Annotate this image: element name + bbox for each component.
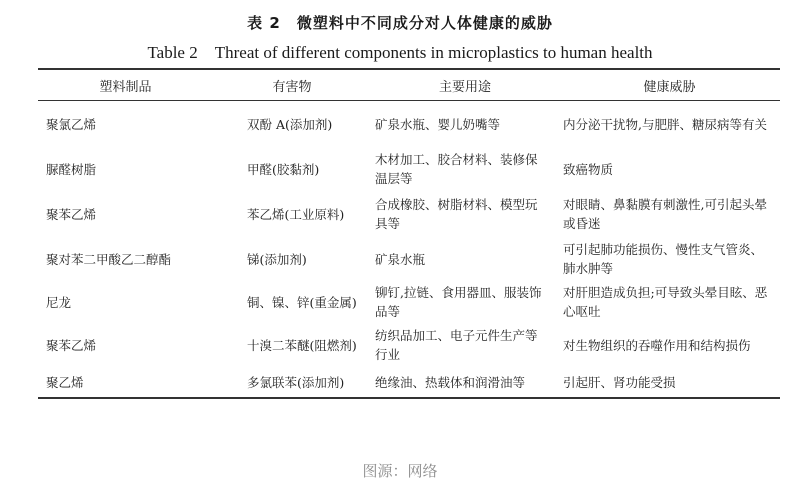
header-main-use: 主要用途 <box>438 79 491 95</box>
cell-health-threat: 对肝胆造成负担;可导致头晕目眩、恶心呕吐 <box>563 285 768 319</box>
table-row <box>38 147 780 191</box>
cell-health-threat: 引起肝、肾功能受损 <box>563 374 676 390</box>
cell-plastic-product: 聚苯乙烯 <box>46 337 97 353</box>
table-row <box>38 281 780 323</box>
cell-health-threat: 可引起肺功能损伤、慢性支气管炎、肺水肿等 <box>563 242 764 276</box>
table-caption-chinese: 表 2 微塑料中不同成分对人体健康的威胁 <box>247 14 553 32</box>
table-row <box>38 367 780 398</box>
cell-harmful-substance: 多氯联苯(添加剂) <box>247 374 345 390</box>
cell-health-threat: 对眼睛、鼻黏膜有刺激性,可引起头晕或昏迷 <box>563 197 767 231</box>
table-row <box>38 323 780 367</box>
table-row <box>38 237 780 281</box>
table-row <box>38 191 780 237</box>
table-header-row <box>38 69 780 101</box>
cell-harmful-substance: 锑(添加剂) <box>247 251 307 267</box>
cell-main-use: 合成橡胶、树脂材料、模型玩具等 <box>375 197 538 231</box>
cell-harmful-substance: 双酚 A(添加剂) <box>247 116 333 132</box>
header-plastic-product: 塑料制品 <box>99 79 152 95</box>
cell-plastic-product: 聚苯乙烯 <box>46 206 97 222</box>
cell-health-threat: 对生物组织的吞噬作用和结构损伤 <box>563 337 751 353</box>
cell-harmful-substance: 苯乙烯(工业原料) <box>247 206 345 222</box>
image-source-note: 图源：网络 <box>362 462 438 480</box>
health-threat-table-container <box>38 68 780 399</box>
cell-harmful-substance: 铜、镍、锌(重金属) <box>247 294 357 310</box>
cell-harmful-substance: 甲醛(胶黏剂) <box>247 161 320 177</box>
cell-plastic-product: 脲醛树脂 <box>46 161 97 177</box>
cell-main-use: 木材加工、胶合材料、装修保温层等 <box>375 152 538 186</box>
cell-plastic-product: 尼龙 <box>46 294 72 310</box>
cell-plastic-product: 聚对苯二甲酸乙二醇酯 <box>46 251 172 267</box>
table-row <box>38 101 780 148</box>
header-harmful-substance: 有害物 <box>272 79 312 95</box>
health-threat-table <box>38 68 780 399</box>
cell-harmful-substance: 十溴二苯醚(阻燃剂) <box>247 337 357 353</box>
cell-main-use: 矿泉水瓶、婴儿奶嘴等 <box>375 116 501 132</box>
cell-plastic-product: 聚乙烯 <box>46 374 84 390</box>
table-caption-english: Table 2 Threat of different components in microplastics to human health <box>147 43 653 62</box>
cell-main-use: 纺织品加工、电子元件生产等行业 <box>375 328 538 362</box>
cell-main-use: 绝缘油、热载体和润滑油等 <box>375 374 526 390</box>
cell-main-use: 铆钉,拉链、食用器皿、服装饰品等 <box>375 285 542 319</box>
cell-main-use: 矿泉水瓶 <box>375 251 426 267</box>
cell-plastic-product: 聚氯乙烯 <box>46 116 97 132</box>
cell-health-threat: 致癌物质 <box>563 161 614 177</box>
header-health-threat: 健康威胁 <box>643 79 696 95</box>
cell-health-threat: 内分泌干扰物,与肥胖、糖尿病等有关 <box>563 116 767 132</box>
